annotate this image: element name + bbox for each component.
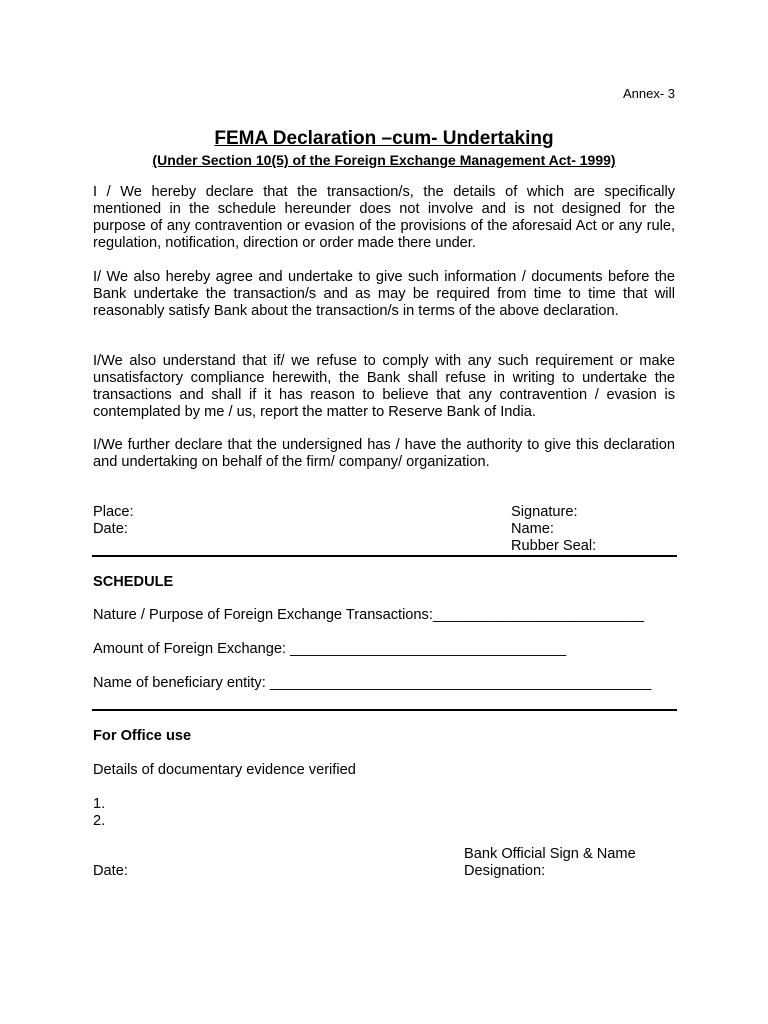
- signature-label: Signature:: [511, 504, 578, 520]
- document-title: FEMA Declaration –cum- Undertaking: [214, 128, 554, 149]
- annex-label: Annex- 3: [622, 86, 675, 101]
- place-label: Place:: [93, 504, 134, 520]
- rubber-seal-label: Rubber Seal:: [511, 538, 597, 554]
- authority-paragraph: I/We further declare that the undersigned has / have the authority to give this declaration and undertaking on behalf of the firm/ company/ organization.: [93, 437, 675, 470]
- schedule-heading: SCHEDULE: [93, 574, 174, 590]
- beneficiary-field: Name of beneficiary entity: _______________________________________________: [93, 675, 652, 691]
- evidence-details-label: Details of documentary evidence verified: [93, 762, 356, 778]
- section-divider: [92, 709, 677, 711]
- declaration-paragraph: I / We hereby declare that the transaction/s, the details of which are specifically mentioned in the schedule hereunder does not involve and is not designed for the purpose of any contravention or evasion of the provisions of the aforesaid Act or any rule, regulation, notification, direction or order made there under.: [93, 184, 675, 251]
- evidence-item-2: 2.: [93, 813, 106, 829]
- document-subtitle: (Under Section 10(5) of the Foreign Exchange Management Act- 1999): [152, 152, 616, 168]
- compliance-paragraph: I/We also understand that if/ we refuse to comply with any such requirement or make unsatisfactory compliance herewith, the Bank shall refuse in writing to undertake the transactions and shall if it has reason to believe that any contravention / evasion is contemplated by me / us, report the matter to Reserve Bank of India.: [93, 353, 675, 420]
- section-divider: [92, 555, 677, 557]
- office-date-label: Date:: [93, 863, 128, 879]
- amount-field: Amount of Foreign Exchange: __________________________________: [93, 641, 567, 657]
- date-label: Date:: [93, 521, 128, 537]
- bank-official-label: Bank Official Sign & Name: [464, 846, 636, 862]
- undertaking-paragraph: I/ We also hereby agree and undertake to give such information / documents before the Bank undertake the transaction/s and as may be required from time to time that will reasonably satisfy Bank about the transaction/s in terms of the above declaration.: [93, 269, 675, 319]
- name-label: Name:: [511, 521, 554, 537]
- office-use-heading: For Office use: [93, 728, 192, 744]
- designation-label: Designation:: [464, 863, 546, 879]
- nature-purpose-field: Nature / Purpose of Foreign Exchange Transactions:__________________________: [93, 607, 644, 623]
- evidence-item-1: 1.: [93, 796, 106, 812]
